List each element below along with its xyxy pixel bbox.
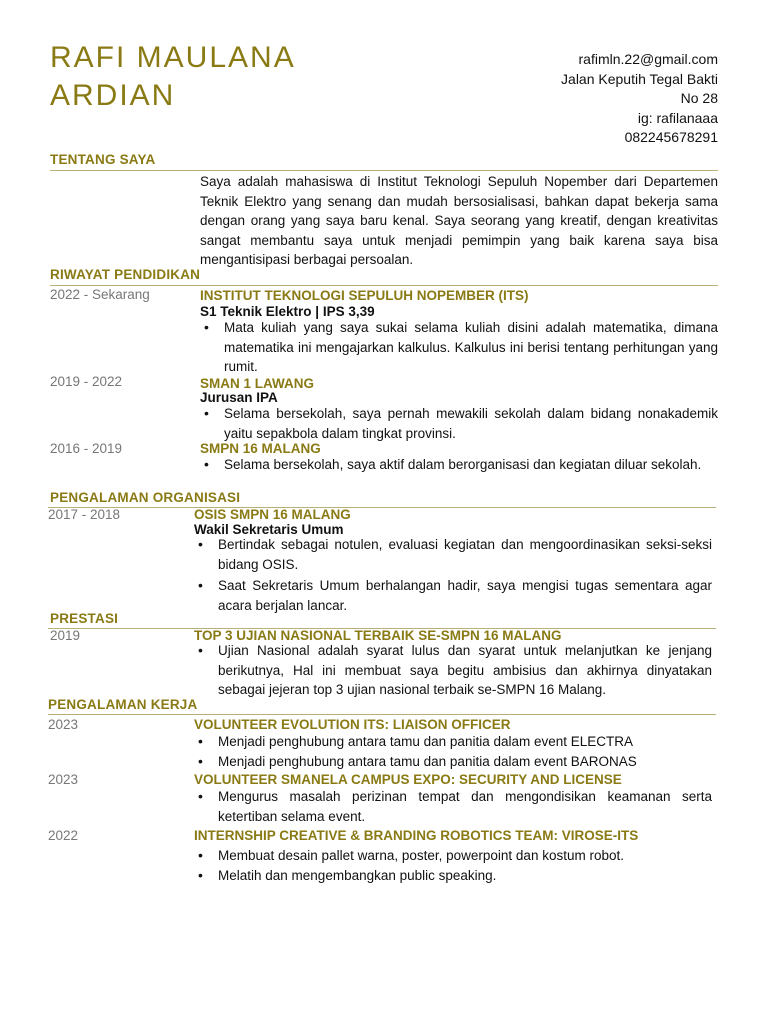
divider bbox=[50, 170, 718, 171]
section-title-organization: PENGALAMAN ORGANISASI bbox=[50, 490, 241, 505]
education-bullets bbox=[200, 404, 718, 443]
name-line-1: RAFI MAULANA bbox=[50, 41, 296, 74]
work-title: VOLUNTEER SMANELA CAMPUS EXPO: SECURITY AND LICENSE bbox=[194, 772, 622, 787]
work-bullets bbox=[194, 787, 712, 826]
contact-block bbox=[418, 50, 718, 148]
divider bbox=[48, 507, 716, 508]
work-bullets bbox=[194, 846, 712, 885]
organization-subtitle: Wakil Sekretaris Umum bbox=[194, 522, 344, 537]
education-bullets bbox=[200, 455, 718, 475]
work-title: INTERNSHIP CREATIVE & BRANDING ROBOTICS TEAM: VIROSE-ITS bbox=[194, 828, 639, 843]
work-bullets bbox=[194, 732, 712, 771]
list-item: • Selama bersekolah, saya aktif dalam berorganisasi dan kegiatan diluar sekolah. bbox=[200, 455, 718, 475]
list-item: • Menjadi penghubung antara tamu dan panitia dalam event BARONAS bbox=[194, 752, 712, 772]
list-item: • Selama bersekolah, saya pernah mewakili sekolah dalam bidang nonakademik yaitu sepakbola dalam tingkat provinsi. bbox=[200, 404, 718, 443]
divider bbox=[48, 714, 716, 715]
education-date: 2019 - 2022 bbox=[50, 374, 123, 389]
section-title-work: PENGALAMAN KERJA bbox=[48, 697, 198, 712]
work-title: VOLUNTEER EVOLUTION ITS: LIAISON OFFICER bbox=[194, 717, 511, 732]
phone: 082245678291 bbox=[624, 129, 718, 145]
name-line-2: ARDIAN bbox=[50, 79, 176, 112]
education-date: 2016 - 2019 bbox=[50, 441, 123, 456]
about-text: Saya adalah mahasiswa di Institut Teknologi Sepuluh Nopember dari Departemen Teknik Elektro yang senang dan mudah bersosialisasi, bahkan dapat bekerja sama dengan orang yang saya baru kenal. Saya seorang yang kreatif, dengan kreativitas sangat membantu saya untuk menjadi pemimpin yang baik karena saya bisa mengantisipasi berbagai persoalan. bbox=[200, 174, 718, 267]
list-item: • Membuat desain pallet warna, poster, powerpoint dan kostum robot. bbox=[194, 846, 712, 866]
list-item: • Mengurus masalah perizinan tempat dan mengondisikan keamanan serta ketertiban selama event. bbox=[194, 787, 712, 826]
list-item: • Ujian Nasional adalah syarat lulus dan syarat untuk melanjutkan ke jenjang berikutnya, Hal ini membuat saya begitu ambisius dan akhirnya dinyatakan sebagai jejeran top 3 ujian nasional terbaik se-SMPN 16 Malang. bbox=[194, 641, 712, 700]
list-item: • Bertindak sebagai notulen, evaluasi kegiatan dan mengoordinasikan seksi-seksi bidang OSIS. bbox=[194, 535, 712, 574]
email: rafimln.22@gmail.com bbox=[578, 51, 718, 67]
work-date: 2023 bbox=[48, 717, 79, 732]
section-title-about: TENTANG SAYA bbox=[50, 152, 156, 167]
achievement-title: TOP 3 UJIAN NASIONAL TERBAIK SE-SMPN 16 MALANG bbox=[194, 628, 562, 643]
work-date: 2023 bbox=[48, 772, 79, 787]
education-subtitle: Jurusan IPA bbox=[200, 390, 278, 405]
list-item: • Mata kuliah yang saya sukai selama kuliah disini adalah matematika, dimana matematika ini mengajarkan kalkulus. Kalkulus ini berisi tentang perhitungan yang rumit. bbox=[200, 318, 718, 377]
education-title: SMAN 1 LAWANG bbox=[200, 376, 315, 391]
organization-title: OSIS SMPN 16 MALANG bbox=[194, 507, 351, 522]
education-bullets bbox=[200, 318, 718, 377]
education-date: 2022 - Sekarang bbox=[50, 287, 150, 302]
divider bbox=[50, 285, 718, 286]
education-title: SMPN 16 MALANG bbox=[200, 441, 321, 456]
instagram: ig: rafilanaaa bbox=[637, 109, 718, 126]
section-title-achievement: PRESTASI bbox=[50, 611, 119, 626]
list-item: • Saat Sekretaris Umum berhalangan hadir, saya mengisi tugas sementara agar acara berjalan lancar. bbox=[194, 576, 712, 615]
work-date: 2022 bbox=[48, 828, 79, 843]
organization-bullets bbox=[194, 535, 712, 615]
list-item: • Melatih dan mengembangkan public speaking. bbox=[194, 866, 712, 886]
education-subtitle: S1 Teknik Elektro | IPS 3,39 bbox=[200, 304, 375, 319]
achievement-date: 2019 bbox=[50, 628, 81, 643]
list-item: • Menjadi penghubung antara tamu dan panitia dalam event ELECTRA bbox=[194, 732, 712, 752]
address-line-1: Jalan Keputih Tegal Bakti bbox=[561, 70, 718, 87]
organization-date: 2017 - 2018 bbox=[48, 507, 121, 522]
section-title-education: RIWAYAT PENDIDIKAN bbox=[50, 267, 201, 282]
education-title: INSTITUT TEKNOLOGI SEPULUH NOPEMBER (ITS) bbox=[200, 288, 529, 303]
address-line-2: No 28 bbox=[680, 90, 718, 106]
achievement-bullets bbox=[194, 641, 712, 700]
